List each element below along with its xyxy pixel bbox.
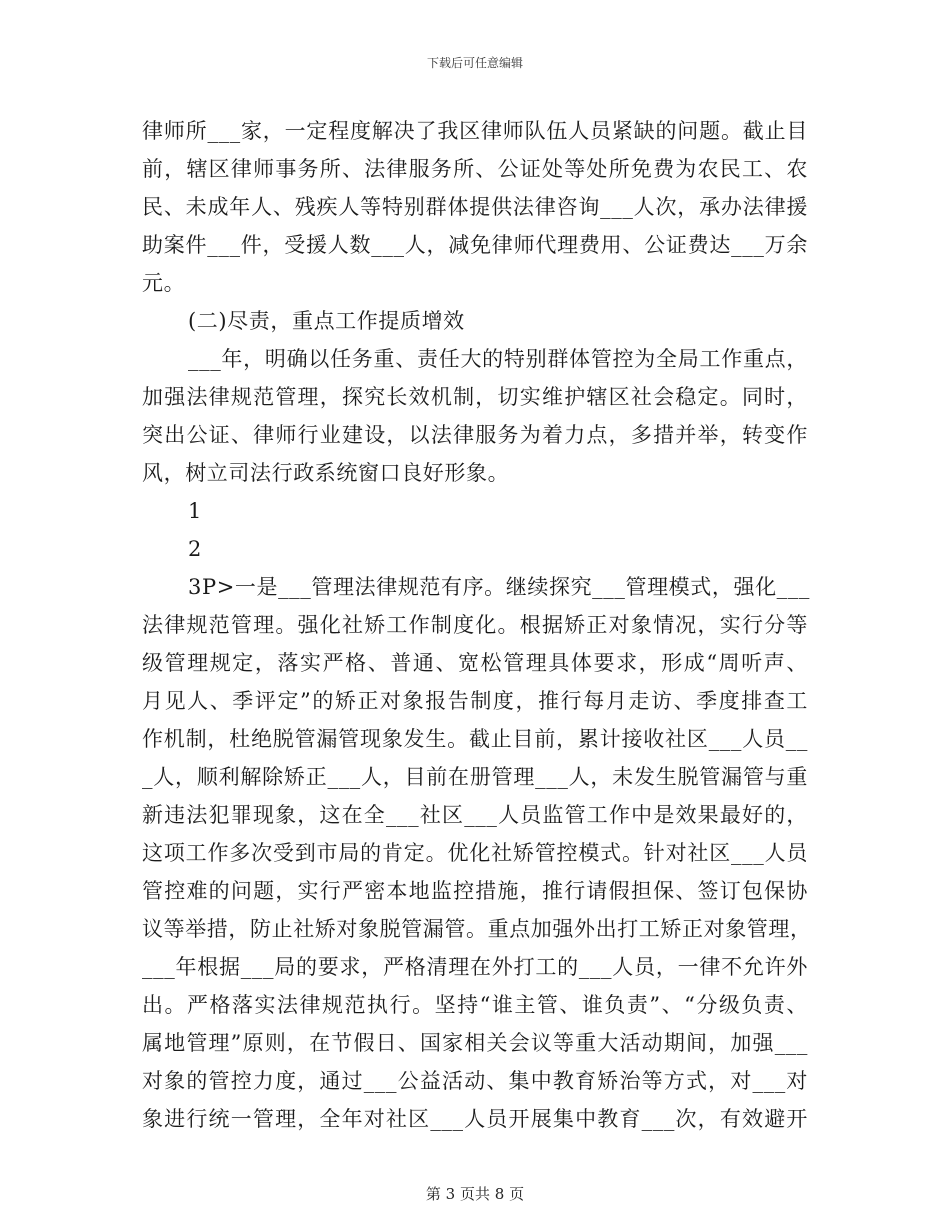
text-line: 2 <box>188 537 202 561</box>
text-line: 民、未成年人、残疾人等特别群体提供法律咨询___人次，承办法律援 <box>142 195 808 219</box>
text-line: 风，树立司法行政系统窗口良好形象。 <box>142 461 510 485</box>
text-line: 前，辖区律师事务所、法律服务所、公证处等处所免费为农民工、农 <box>142 157 808 181</box>
text-line: 律师所___家，一定程度解决了我区律师队伍人员紧缺的问题。截止目 <box>142 119 808 143</box>
text-line: _人，顺利解除矫正___人，目前在册管理___人，未发生脱管漏管与重 <box>142 765 808 789</box>
page-header: 下载后可任意编辑 <box>426 56 523 70</box>
text-line: 3P>一是___管理法律规范有序。继续探究___管理模式，强化___ <box>188 575 810 599</box>
text-line: 对象的管控力度，通过___公益活动、集中教育矫治等方式，对___对 <box>142 1069 808 1093</box>
text-line: 管控难的问题，实行严密本地监控措施，推行请假担保、签订包保协 <box>142 879 808 903</box>
text-line: 1 <box>188 499 202 523</box>
text-line: ___年，明确以任务重、责任大的特别群体管控为全局工作重点， <box>188 347 808 371</box>
text-line: 象进行统一管理，全年对社区___人员开展集中教育___次，有效避开 <box>142 1107 808 1131</box>
text-line: 新违法犯罪现象，这在全___社区___人员监管工作中是效果最好的， <box>142 803 808 827</box>
text-line: 法律规范管理。强化社矫工作制度化。根据矫正对象情况，实行分等 <box>142 613 808 637</box>
text-line: 月见人、季评定”的矫正对象报告制度，推行每月走访、季度排查工 <box>142 689 808 713</box>
text-line: 突出公证、律师行业建设，以法律服务为着力点，多措并举，转变作 <box>142 423 808 447</box>
text-line: 助案件___件，受援人数___人，减免律师代理费用、公证费达___万余 <box>142 233 808 257</box>
page-footer: 第 3 页共 8 页 <box>425 1185 525 1203</box>
text-line: 级管理规定，落实严格、普通、宽松管理具体要求，形成“周听声、 <box>142 651 808 675</box>
text-line: 议等举措，防止社矫对象脱管漏管。重点加强外出打工矫正对象管理， <box>142 917 812 941</box>
text-line: 加强法律规范管理，探究长效机制，切实维护辖区社会稳定。同时， <box>142 385 808 409</box>
text-line: 这项工作多次受到市局的肯定。优化社矫管控模式。针对社区___人员 <box>142 841 808 865</box>
text-line: ___年根据___局的要求，严格清理在外打工的___人员，一律不允许外 <box>142 955 808 979</box>
text-line: 属地管理”原则，在节假日、国家相关会议等重大活动期间，加强___ <box>142 1031 808 1055</box>
text-line: 作机制，杜绝脱管漏管现象发生。截止目前，累计接收社区___人员__ <box>142 727 808 751</box>
text-line: 元。 <box>142 271 186 295</box>
section-heading: (二)尽责，重点工作提质增效 <box>188 309 465 333</box>
body-text <box>142 112 812 1138</box>
text-line: 出。严格落实法律规范执行。坚持“谁主管、谁负责”、“分级负责、 <box>142 993 808 1017</box>
